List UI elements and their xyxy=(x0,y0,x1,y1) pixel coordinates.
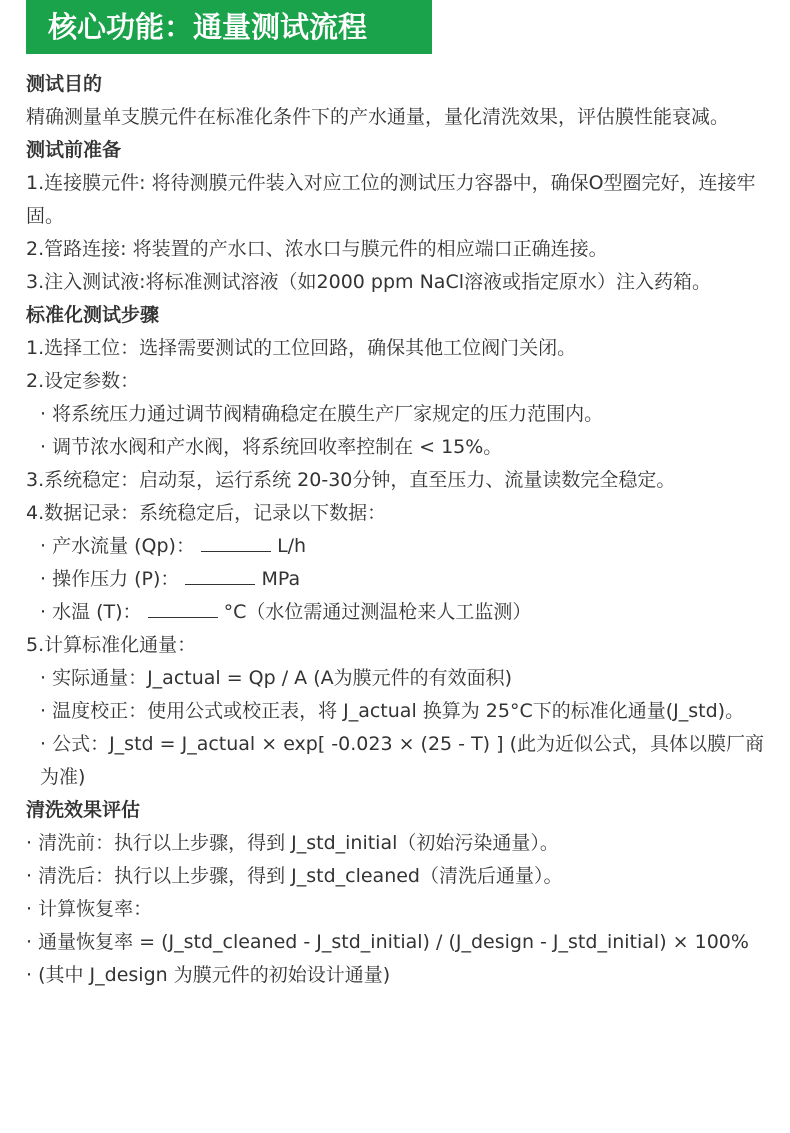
eval-item-3: · 计算恢复率： xyxy=(26,898,153,920)
step-4c xyxy=(26,596,766,629)
document-body xyxy=(26,68,766,992)
temp-blank xyxy=(148,599,218,618)
prep-item-3: 3.注入测试液:将标准测试溶液（如2000 ppm NaCl溶液或指定原水）注入药箱。 xyxy=(26,271,711,293)
section-heading-prep: 测试前准备 xyxy=(26,139,122,161)
step-2: 2.设定参数： xyxy=(26,370,140,392)
temp-label: · 水温 (T)： xyxy=(40,601,142,623)
step-5a: · 实际通量：J_actual = Qp / A (A为膜元件的有效面积) xyxy=(40,667,513,689)
temp-unit: °C（水位需通过测温枪来人工监测） xyxy=(223,601,532,623)
section-heading-purpose: 测试目的 xyxy=(26,73,103,95)
flow-label: · 产水流量 (Qp)： xyxy=(40,535,195,557)
eval-item-1: · 清洗前：执行以上步骤，得到 J_std_initial（初始污染通量）。 xyxy=(26,832,559,854)
flow-blank xyxy=(201,533,271,552)
eval-item-5: · (其中 J_design 为膜元件的初始设计通量) xyxy=(26,964,391,986)
purpose-text: 精确测量单支膜元件在标准化条件下的产水通量，量化清洗效果，评估膜性能衰减。 xyxy=(26,106,730,128)
step-2a: · 将系统压力通过调节阀精确稳定在膜生产厂家规定的压力范围内。 xyxy=(40,403,604,425)
eval-item-2: · 清洗后：执行以上步骤，得到 J_std_cleaned（清洗后通量）。 xyxy=(26,865,563,887)
pressure-blank xyxy=(185,566,255,585)
section-heading-steps: 标准化测试步骤 xyxy=(26,304,160,326)
pressure-label: · 操作压力 (P)： xyxy=(40,568,180,590)
step-4b xyxy=(26,563,766,596)
flow-unit: L/h xyxy=(277,535,307,557)
pressure-unit: MPa xyxy=(261,568,301,590)
step-3: 3.系统稳定：启动泵，运行系统 20-30分钟，直至压力、流量读数完全稳定。 xyxy=(26,469,676,491)
page-title-banner xyxy=(26,0,432,54)
prep-item-1: 1.连接膜元件: 将待测膜元件装入对应工位的测试压力容器中，确保O型圈完好，连接牢固。 xyxy=(26,172,756,227)
step-2b: · 调节浓水阀和产水阀，将系统回收率控制在 < 15%。 xyxy=(40,436,503,458)
page-title: 核心功能：通量测试流程 xyxy=(48,10,368,44)
prep-item-2: 2.管路连接: 将装置的产水口、浓水口与膜元件的相应端口正确连接。 xyxy=(26,238,608,260)
eval-item-4: · 通量恢复率 = (J_std_cleaned - J_std_initial) / (J_design - J_std_initial) × 100% xyxy=(26,931,749,953)
section-heading-eval: 清洗效果评估 xyxy=(26,799,141,821)
step-1: 1.选择工位：选择需要测试的工位回路，确保其他工位阀门关闭。 xyxy=(26,337,577,359)
step-5b: · 温度校正：使用公式或校正表，将 J_actual 换算为 25°C下的标准化通量(J_std)。 xyxy=(40,700,745,722)
step-5: 5.计算标准化通量： xyxy=(26,634,197,656)
step-5c: · 公式：J_std = J_actual × exp[ -0.023 × (25 - T) ] (此为近似公式，具体以膜厂商为准) xyxy=(40,733,765,788)
step-4a xyxy=(26,530,766,563)
step-4: 4.数据记录：系统稳定后，记录以下数据： xyxy=(26,502,387,524)
